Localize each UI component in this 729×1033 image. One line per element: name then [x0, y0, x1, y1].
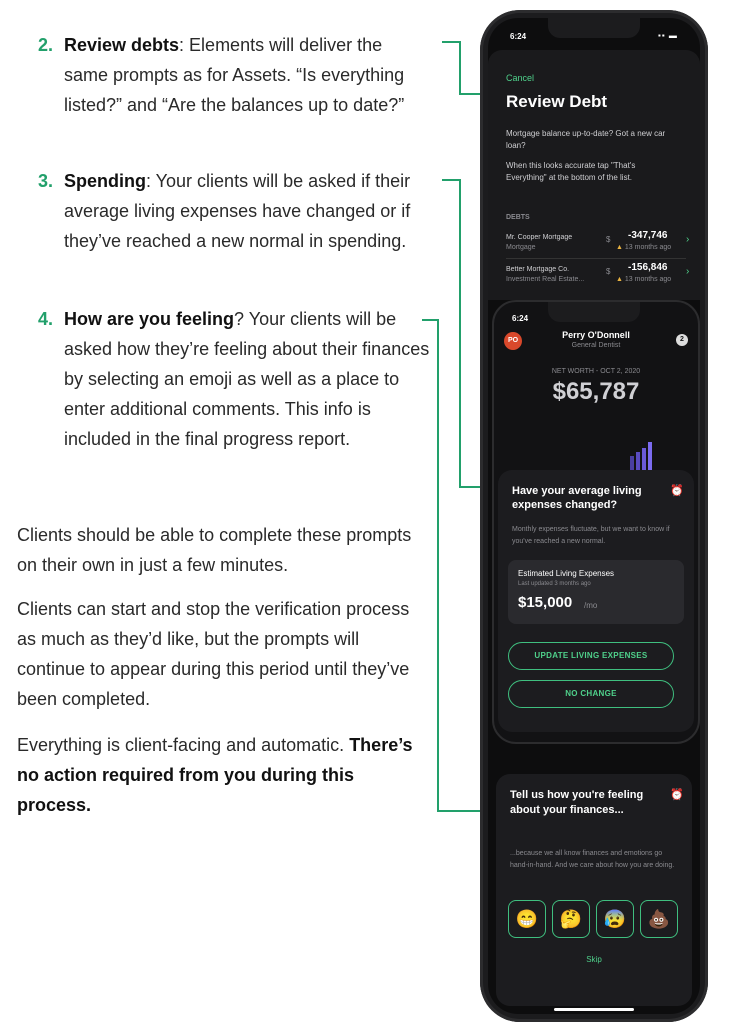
phone-notch [548, 18, 640, 38]
net-worth-value: $65,787 [552, 378, 640, 405]
expenses-amount: $15,000 [518, 594, 573, 611]
expenses-box-subtitle: Last updated 3 months ago [518, 581, 591, 587]
expenses-box-title: Estimated Living Expenses [518, 569, 615, 578]
emoji-poop-button[interactable]: 💩 [640, 900, 678, 938]
status-time: 6:24 [510, 32, 527, 41]
item-text: How are you feeling? Your clients will be asked how they’re feeling about their finances by selecting an emoji as well as a place to enter additional comments. This info is included in the final progress report. [64, 309, 430, 449]
debt-warning: ▲ 13 months ago [616, 276, 672, 283]
dollar-icon: $ [606, 235, 611, 244]
spending-title: Have your average living expenses changed? [512, 485, 642, 511]
client-name: Perry O'Donnell [562, 330, 630, 340]
status-time: 6:24 [512, 314, 529, 323]
alarm-clock-icon[interactable]: ⏰ [670, 485, 684, 497]
paragraph-automatic: Everything is client-facing and automatic. There’s no action required from you during this process. [17, 735, 413, 815]
debt-amount: -347,746 [628, 230, 668, 241]
update-living-expenses-button[interactable]: UPDATE LIVING EXPENSES [508, 642, 674, 670]
home-screen [492, 300, 700, 744]
phone-mockup [480, 10, 708, 1022]
debt-warning: ▲ 13 months ago [616, 244, 672, 251]
debt-amount: -156,846 [628, 262, 668, 273]
feeling-card [496, 774, 692, 1006]
chevron-right-icon: › [686, 266, 690, 277]
feeling-title: Tell us how you're feeling about your finances... [510, 789, 644, 816]
item-text: Review debts: Elements will deliver the same prompts as for Assets. “Is everything listed?” and “Are the balances up to date?” [64, 35, 405, 115]
emoji-thinking-button[interactable]: 🤔 [552, 900, 590, 938]
warning-icon: ▲ [616, 244, 623, 251]
review-debt-desc: Mortgage balance up-to-date? Got a new car loan? [506, 129, 666, 150]
item-number: 4. [38, 309, 54, 329]
emoji-anxious-button[interactable]: 😰 [596, 900, 634, 938]
paragraph-complete-time: Clients should be able to complete these prompts on their own in just a few minutes. [17, 525, 412, 575]
paragraph-start-stop: Clients can start and stop the verification process as much as they’d like, but the prompts will continue to appear during this period until they’ve been completed. [17, 599, 410, 709]
chevron-right-icon: › [686, 234, 690, 245]
no-change-button[interactable]: NO CHANGE [508, 680, 674, 708]
debt-type: Mortgage [506, 244, 536, 251]
signal-battery-icon: ▪▪ ▬ [658, 31, 678, 40]
home-indicator [554, 1008, 634, 1011]
expenses-per: /mo [584, 601, 598, 610]
item-number: 2. [38, 35, 54, 55]
warning-icon: ▲ [616, 276, 623, 283]
spending-desc: Monthly expenses fluctuate, but we want to know if you've reached a new normal. [512, 526, 670, 545]
debt-name: Better Mortgage Co. [506, 266, 570, 273]
debts-section-label: DEBTS [506, 214, 530, 221]
emoji-grin-button[interactable]: 😁 [508, 900, 546, 938]
spending-card [498, 470, 694, 732]
debt-type: Investment Real Estate... [506, 276, 585, 283]
notification-badge[interactable]: 2 [676, 334, 688, 346]
client-role: General Dentist [571, 342, 621, 349]
phone-screen [488, 18, 700, 1014]
phone-notch [548, 302, 640, 322]
avatar[interactable]: PO [504, 332, 522, 350]
expenses-box [508, 560, 684, 624]
feeling-desc: ...because we all know finances and emotions go hand-in-hand. And we care about how you are doing. [510, 850, 675, 869]
review-debt-instruction: When this looks accurate tap "That's Everything" at the bottom of the list. [506, 161, 636, 182]
review-debt-sheet [488, 50, 700, 300]
skip-button[interactable]: Skip [586, 955, 602, 964]
review-debt-title: Review Debt [506, 92, 608, 111]
dollar-icon: $ [606, 267, 611, 276]
debt-name: Mr. Cooper Mortgage [506, 234, 573, 241]
cancel-button[interactable]: Cancel [506, 73, 535, 83]
item-text: Spending: Your clients will be asked if their average living expenses have changed or if they’ve reached a new normal in spending. [64, 171, 411, 251]
item-number: 3. [38, 171, 54, 191]
alarm-clock-icon[interactable]: ⏰ [670, 789, 684, 801]
net-worth-label: NET WORTH - OCT 2, 2020 [551, 368, 641, 375]
divider [506, 258, 686, 259]
